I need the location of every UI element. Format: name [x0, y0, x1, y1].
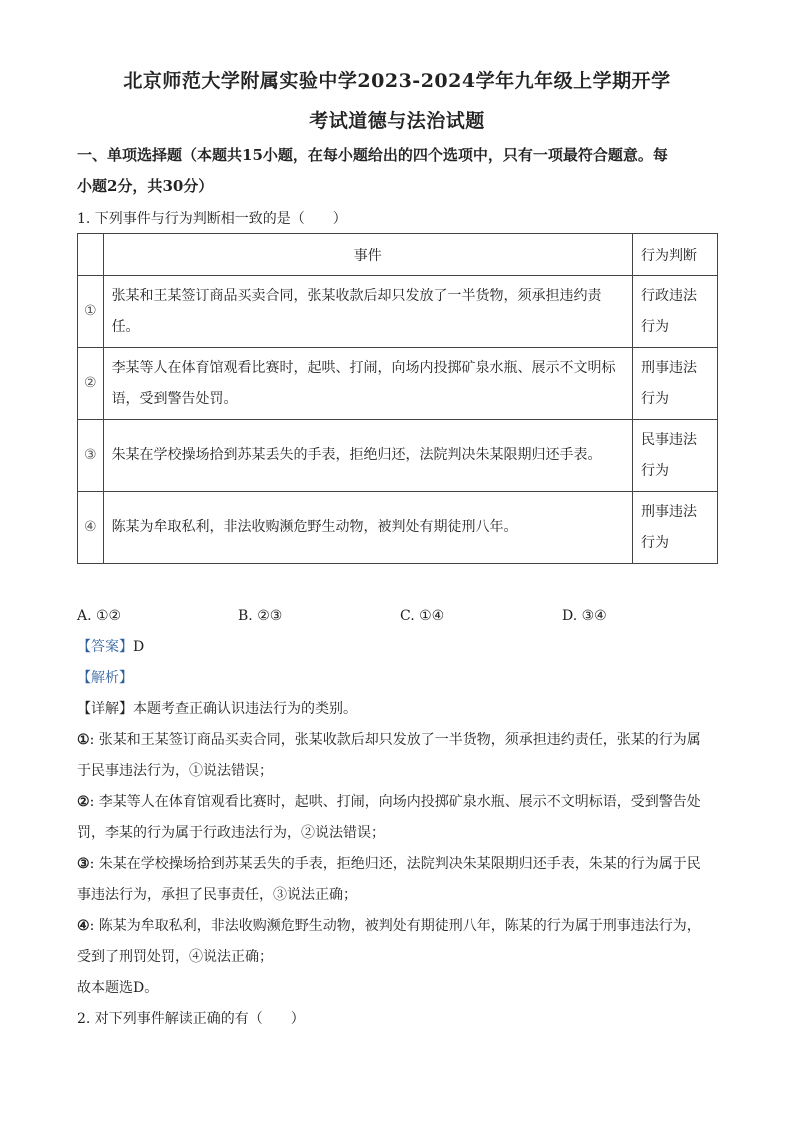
answer-tag: 【答案】: [77, 639, 133, 655]
point-3-text: : 朱某在学校操场拾到苏某丢失的手表，拒绝归还，法院判决朱某限期归还手表，朱某的行为属于民: [89, 856, 701, 872]
point-2-text: : 李某等人在体育馆观看比赛时，起哄、打闹，向场内投掷矿泉水瓶、展示不文明标语，受到警告处: [89, 794, 701, 810]
point-2-line-2: 罚，李某的行为属于行政违法行为，②说法错误；: [77, 825, 385, 841]
row-judge-line: 行为: [641, 534, 669, 551]
answer-line: [77, 632, 717, 663]
analysis-tag: 【解析】: [77, 670, 133, 686]
point-3-num: ③: [77, 856, 90, 872]
row-event: [103, 276, 632, 348]
row-judge-line: 行为: [641, 318, 669, 335]
row-judge: [633, 492, 718, 564]
option-a: A. ①②: [77, 608, 122, 624]
question-2-stem: 2. 对下列事件解读正确的有（ ）: [77, 1011, 305, 1027]
row-event-line: 任。: [111, 318, 140, 335]
option-b: B. ②③: [238, 608, 283, 624]
table-row: [78, 348, 718, 420]
option-d: D. ③④: [562, 608, 607, 624]
point-4-num: ④: [77, 918, 90, 934]
option-c: C. ①④: [400, 608, 445, 624]
header-num: [78, 234, 104, 276]
detail-line: 【详解】本题考查正确认识违法行为的类别。: [77, 701, 357, 717]
row-event: [103, 348, 632, 420]
row-event-line: 语，受到警告处罚。: [111, 390, 238, 407]
row-judge-line: 行政违法: [641, 287, 697, 304]
header-judge: 行为判断: [633, 234, 718, 276]
conclusion-line: 故本题选D。: [77, 980, 159, 996]
analysis-block: [77, 632, 717, 1035]
row-event: [103, 492, 632, 564]
point-2-line-1: [77, 787, 717, 818]
table-row: [78, 492, 718, 564]
row-event-line: 李某等人在体育馆观看比赛时，起哄、打闹，向场内投掷矿泉水瓶、展示不文明标: [111, 359, 616, 376]
point-4-line-1: [77, 911, 717, 942]
section-heading: [77, 140, 717, 202]
section-heading-line-1: 一、单项选择题（本题共15小题，在每小题给出的四个选项中，只有一项最符合题意。每: [77, 146, 668, 164]
point-1-text: : 张某和王某签订商品买卖合同，张某收款后却只发放了一半货物，须承担违约责任，张某的行为属: [89, 732, 701, 748]
row-num: ④: [78, 492, 104, 564]
table-row: [78, 420, 718, 492]
point-4-line-2: 受到了刑罚处罚，④说法正确；: [77, 949, 273, 965]
row-event-line: 朱某在学校操场拾到苏某丢失的手表，拒绝归还，法院判决朱某限期归还手表。: [111, 447, 602, 463]
row-event: [103, 420, 632, 492]
table-row: [78, 276, 718, 348]
section-heading-line-2: 小题2分，共30分）: [77, 177, 214, 195]
row-judge-line: 行为: [641, 462, 669, 479]
row-judge: [633, 276, 718, 348]
row-judge: [633, 420, 718, 492]
answer-value: D: [133, 639, 145, 655]
row-judge-line: 刑事违法: [641, 359, 697, 376]
header-event: 事件: [103, 234, 632, 276]
row-judge-line: 民事违法: [641, 431, 697, 448]
point-3-line-2: 事违法行为，承担了民事责任，③说法正确；: [77, 887, 357, 903]
point-2-num: ②: [77, 794, 90, 810]
question-1-stem: 1. 下列事件与行为判断相一致的是（ ）: [77, 211, 347, 227]
row-judge: [633, 348, 718, 420]
row-num: ②: [78, 348, 104, 420]
row-num: ③: [78, 420, 104, 492]
point-1-line-1: [77, 725, 717, 756]
title-line-1: 北京师范大学附属实验中学2023-2024学年九年级上学期开学: [123, 70, 671, 92]
row-judge-line: 行为: [641, 390, 669, 407]
row-num: ①: [78, 276, 104, 348]
point-1-num: ①: [77, 732, 90, 748]
event-table: [77, 233, 718, 564]
point-3-line-1: [77, 849, 717, 880]
title-line-2: 考试道德与法治试题: [309, 110, 485, 132]
point-4-text: : 陈某为牟取私利，非法收购濒危野生动物，被判处有期徒刑八年，陈某的行为属于刑事违法行为，: [89, 918, 701, 934]
row-judge-line: 刑事违法: [641, 503, 697, 520]
row-event-line: 陈某为牟取私利，非法收购濒危野生动物，被判处有期徒刑八年。: [111, 519, 518, 535]
point-1-line-2: 于民事违法行为，①说法错误；: [77, 763, 273, 779]
table-header-row: [78, 234, 718, 276]
row-event-line: 张某和王某签订商品买卖合同，张某收款后却只发放了一半货物，须承担违约责: [111, 287, 602, 304]
